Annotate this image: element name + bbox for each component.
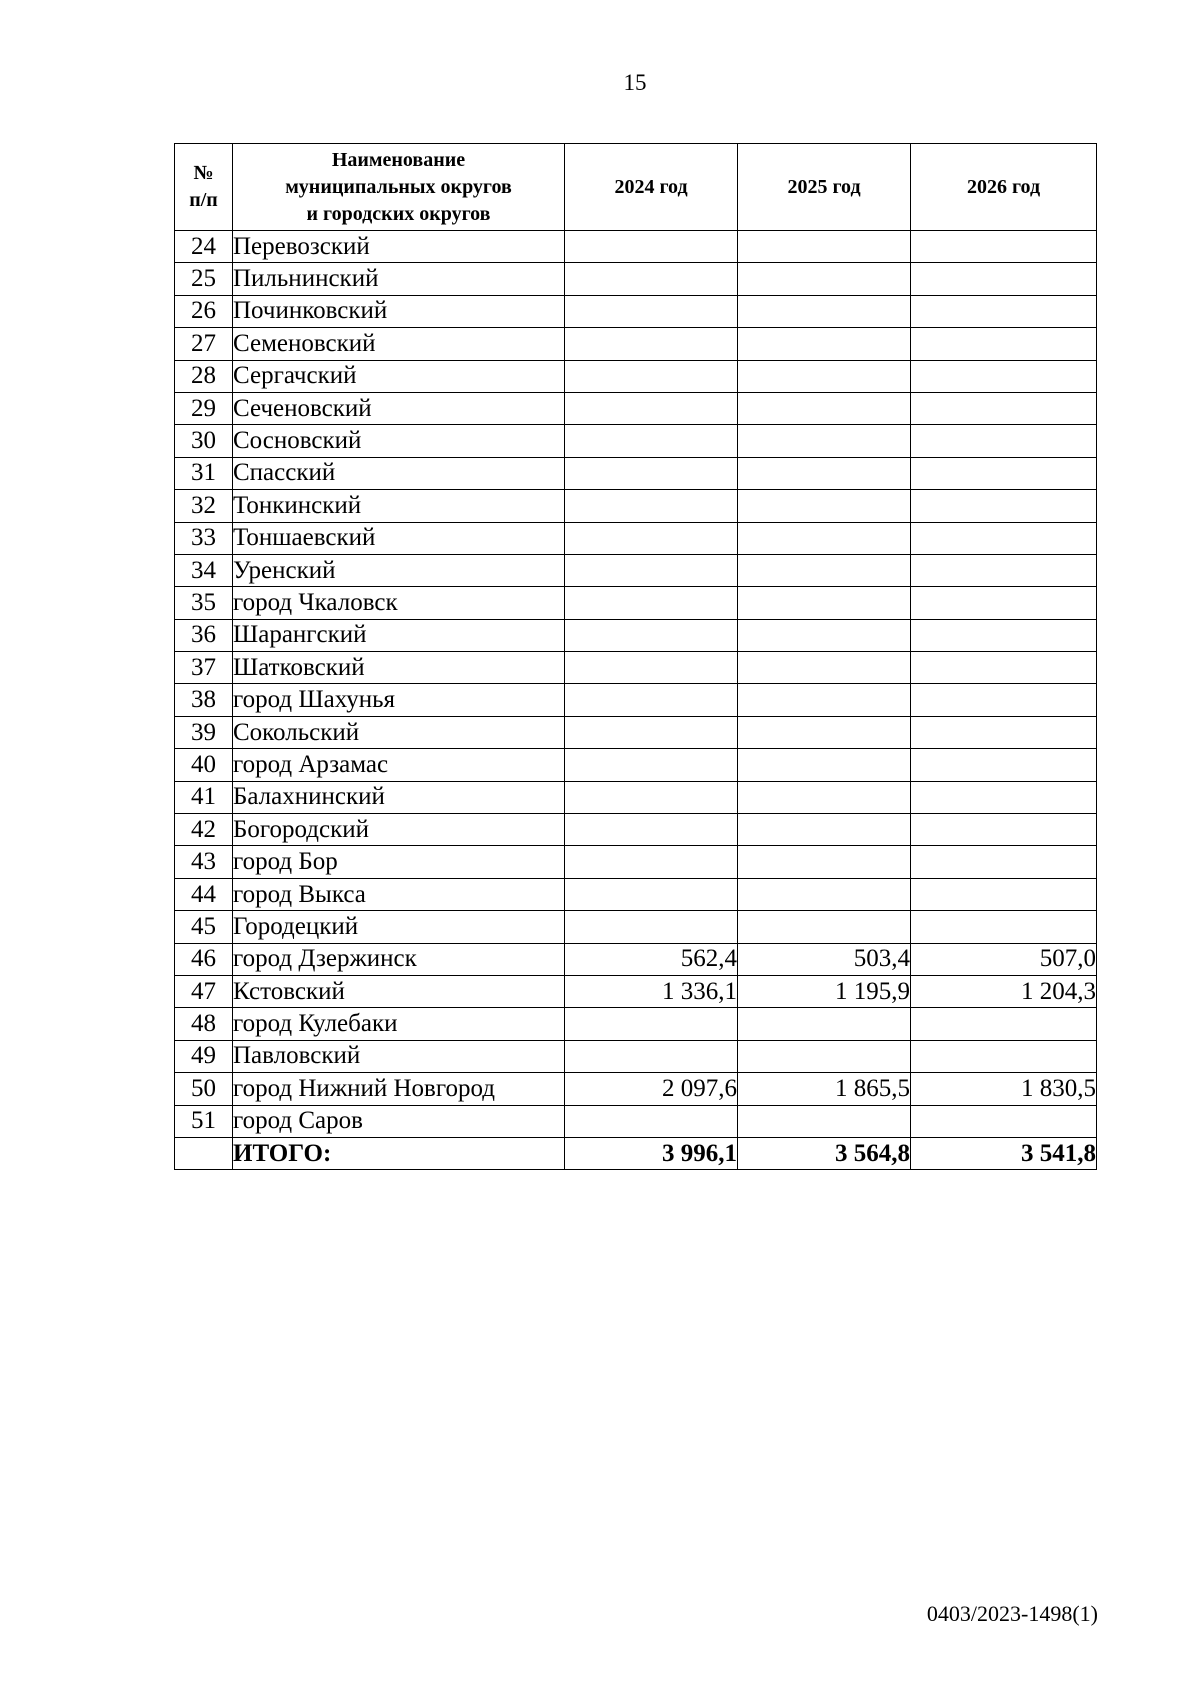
row-value-2025 (738, 231, 911, 263)
table-row (175, 1105, 1097, 1137)
row-value-2026 (911, 522, 1097, 554)
total-label: ИТОГО: (233, 1137, 565, 1169)
row-name: город Шахунья (233, 684, 565, 716)
row-value-2026 (911, 911, 1097, 943)
row-number: 38 (175, 684, 233, 716)
table-row (175, 943, 1097, 975)
row-name: Городецкий (233, 911, 565, 943)
row-value-2026 (911, 1008, 1097, 1040)
row-number: 28 (175, 360, 233, 392)
row-name: Пильнинский (233, 263, 565, 295)
row-value-2025 (738, 878, 911, 910)
table-row (175, 878, 1097, 910)
row-number: 32 (175, 490, 233, 522)
row-value-2024 (565, 1008, 738, 1040)
row-number: 35 (175, 587, 233, 619)
row-value-2026 (911, 814, 1097, 846)
row-value-2026 (911, 781, 1097, 813)
table-row (175, 1040, 1097, 1072)
row-name: Перевозский (233, 231, 565, 263)
row-value-2026 (911, 231, 1097, 263)
row-value-2024 (565, 457, 738, 489)
row-value-2025 (738, 911, 911, 943)
row-value-2024: 562,4 (565, 943, 738, 975)
table-row (175, 911, 1097, 943)
row-value-2025: 1 865,5 (738, 1073, 911, 1105)
table-row (175, 490, 1097, 522)
header-name: Наименование муниципальных округов и городских округов (233, 144, 565, 231)
row-value-2025 (738, 619, 911, 651)
row-name: город Чкаловск (233, 587, 565, 619)
total-2024: 3 996,1 (565, 1137, 738, 1169)
row-number: 24 (175, 231, 233, 263)
row-value-2024 (565, 295, 738, 327)
row-value-2026 (911, 684, 1097, 716)
row-name: Тонкинский (233, 490, 565, 522)
row-name: Сосновский (233, 425, 565, 457)
row-number: 26 (175, 295, 233, 327)
row-value-2025 (738, 392, 911, 424)
table-row (175, 522, 1097, 554)
row-value-2025 (738, 1040, 911, 1072)
row-value-2025 (738, 360, 911, 392)
row-value-2026 (911, 425, 1097, 457)
row-value-2025 (738, 716, 911, 748)
row-value-2026: 1 830,5 (911, 1073, 1097, 1105)
row-value-2025 (738, 749, 911, 781)
row-value-2024 (565, 1105, 738, 1137)
row-value-2024 (565, 522, 738, 554)
row-value-2025 (738, 263, 911, 295)
row-number: 25 (175, 263, 233, 295)
row-number: 45 (175, 911, 233, 943)
header-2025: 2025 год (738, 144, 911, 231)
row-name: город Дзержинск (233, 943, 565, 975)
row-name: Уренский (233, 554, 565, 586)
row-value-2024 (565, 360, 738, 392)
row-name: Шарангский (233, 619, 565, 651)
row-name: Шатковский (233, 652, 565, 684)
row-value-2026 (911, 749, 1097, 781)
row-value-2024 (565, 587, 738, 619)
row-number: 51 (175, 1105, 233, 1137)
document-code: 0403/2023-1498(1) (926, 1601, 1098, 1626)
row-number: 50 (175, 1073, 233, 1105)
row-name: Семеновский (233, 328, 565, 360)
row-number: 34 (175, 554, 233, 586)
row-value-2025 (738, 814, 911, 846)
table-row (175, 263, 1097, 295)
row-value-2024 (565, 846, 738, 878)
row-name: Спасский (233, 457, 565, 489)
row-value-2024: 1 336,1 (565, 975, 738, 1007)
table-row (175, 749, 1097, 781)
table-row (175, 846, 1097, 878)
row-name: город Арзамас (233, 749, 565, 781)
table-row (175, 231, 1097, 263)
row-value-2024 (565, 749, 738, 781)
row-number: 37 (175, 652, 233, 684)
row-number: 40 (175, 749, 233, 781)
row-name: город Выкса (233, 878, 565, 910)
row-value-2025 (738, 684, 911, 716)
row-number: 31 (175, 457, 233, 489)
row-value-2026 (911, 652, 1097, 684)
row-value-2026 (911, 1105, 1097, 1137)
row-number: 39 (175, 716, 233, 748)
row-value-2024 (565, 328, 738, 360)
row-number: 30 (175, 425, 233, 457)
row-value-2025 (738, 1105, 911, 1137)
row-value-2026 (911, 328, 1097, 360)
row-value-2025 (738, 1008, 911, 1040)
row-name: Павловский (233, 1040, 565, 1072)
row-value-2024 (565, 1040, 738, 1072)
row-number: 42 (175, 814, 233, 846)
row-number: 33 (175, 522, 233, 554)
row-value-2024 (565, 392, 738, 424)
row-value-2026 (911, 457, 1097, 489)
row-value-2026 (911, 360, 1097, 392)
row-value-2024 (565, 781, 738, 813)
row-number: 44 (175, 878, 233, 910)
row-name: Сокольский (233, 716, 565, 748)
row-value-2026 (911, 716, 1097, 748)
row-number: 29 (175, 392, 233, 424)
row-value-2025: 503,4 (738, 943, 911, 975)
row-value-2024: 2 097,6 (565, 1073, 738, 1105)
row-number: 41 (175, 781, 233, 813)
row-value-2026 (911, 1040, 1097, 1072)
table-row (175, 457, 1097, 489)
row-number: 47 (175, 975, 233, 1007)
table-row (175, 684, 1097, 716)
row-value-2024 (565, 231, 738, 263)
row-value-2024 (565, 619, 738, 651)
row-number: 49 (175, 1040, 233, 1072)
row-number: 43 (175, 846, 233, 878)
total-num (175, 1137, 233, 1169)
header-2026: 2026 год (911, 144, 1097, 231)
table-row (175, 360, 1097, 392)
table-row (175, 975, 1097, 1007)
row-value-2024 (565, 911, 738, 943)
row-value-2026 (911, 846, 1097, 878)
total-2026: 3 541,8 (911, 1137, 1097, 1169)
row-value-2026 (911, 619, 1097, 651)
row-name: Богородский (233, 814, 565, 846)
total-row (175, 1137, 1097, 1169)
row-value-2024 (565, 814, 738, 846)
municipal-districts-table (174, 143, 1097, 1170)
row-value-2025 (738, 587, 911, 619)
row-value-2026 (911, 587, 1097, 619)
row-value-2026 (911, 295, 1097, 327)
table-row (175, 1073, 1097, 1105)
row-value-2025 (738, 457, 911, 489)
table-row (175, 392, 1097, 424)
table-row (175, 295, 1097, 327)
table-row (175, 1008, 1097, 1040)
row-name: город Бор (233, 846, 565, 878)
row-value-2024 (565, 554, 738, 586)
row-value-2025 (738, 328, 911, 360)
row-value-2025 (738, 652, 911, 684)
table-row (175, 328, 1097, 360)
row-name: город Нижний Новгород (233, 1073, 565, 1105)
page-number: 15 (623, 70, 647, 95)
row-value-2024 (565, 490, 738, 522)
row-name: Сергачский (233, 360, 565, 392)
table-row (175, 781, 1097, 813)
row-value-2026 (911, 490, 1097, 522)
table-row (175, 814, 1097, 846)
row-value-2025 (738, 522, 911, 554)
row-name: город Кулебаки (233, 1008, 565, 1040)
header-2024: 2024 год (565, 144, 738, 231)
row-name: Кстовский (233, 975, 565, 1007)
row-value-2026 (911, 554, 1097, 586)
row-name: город Саров (233, 1105, 565, 1137)
row-value-2024 (565, 425, 738, 457)
table-row (175, 554, 1097, 586)
table-row (175, 716, 1097, 748)
row-value-2024 (565, 716, 738, 748)
total-2025: 3 564,8 (738, 1137, 911, 1169)
table-row (175, 425, 1097, 457)
table-row (175, 652, 1097, 684)
row-number: 27 (175, 328, 233, 360)
row-number: 46 (175, 943, 233, 975)
row-value-2025 (738, 425, 911, 457)
table-row (175, 587, 1097, 619)
row-name: Починковский (233, 295, 565, 327)
row-value-2024 (565, 652, 738, 684)
row-value-2026 (911, 263, 1097, 295)
row-value-2025 (738, 490, 911, 522)
row-value-2025: 1 195,9 (738, 975, 911, 1007)
row-value-2026 (911, 878, 1097, 910)
row-number: 48 (175, 1008, 233, 1040)
row-value-2024 (565, 684, 738, 716)
row-value-2025 (738, 781, 911, 813)
header-num: № п/п (175, 144, 233, 231)
row-name: Балахнинский (233, 781, 565, 813)
row-value-2026: 1 204,3 (911, 975, 1097, 1007)
row-value-2026 (911, 392, 1097, 424)
row-value-2026: 507,0 (911, 943, 1097, 975)
row-name: Сеченовский (233, 392, 565, 424)
row-name: Тоншаевский (233, 522, 565, 554)
row-value-2025 (738, 554, 911, 586)
table-row (175, 619, 1097, 651)
row-value-2025 (738, 295, 911, 327)
row-value-2025 (738, 846, 911, 878)
row-value-2024 (565, 263, 738, 295)
row-value-2024 (565, 878, 738, 910)
row-number: 36 (175, 619, 233, 651)
table-header-row (175, 144, 1097, 231)
